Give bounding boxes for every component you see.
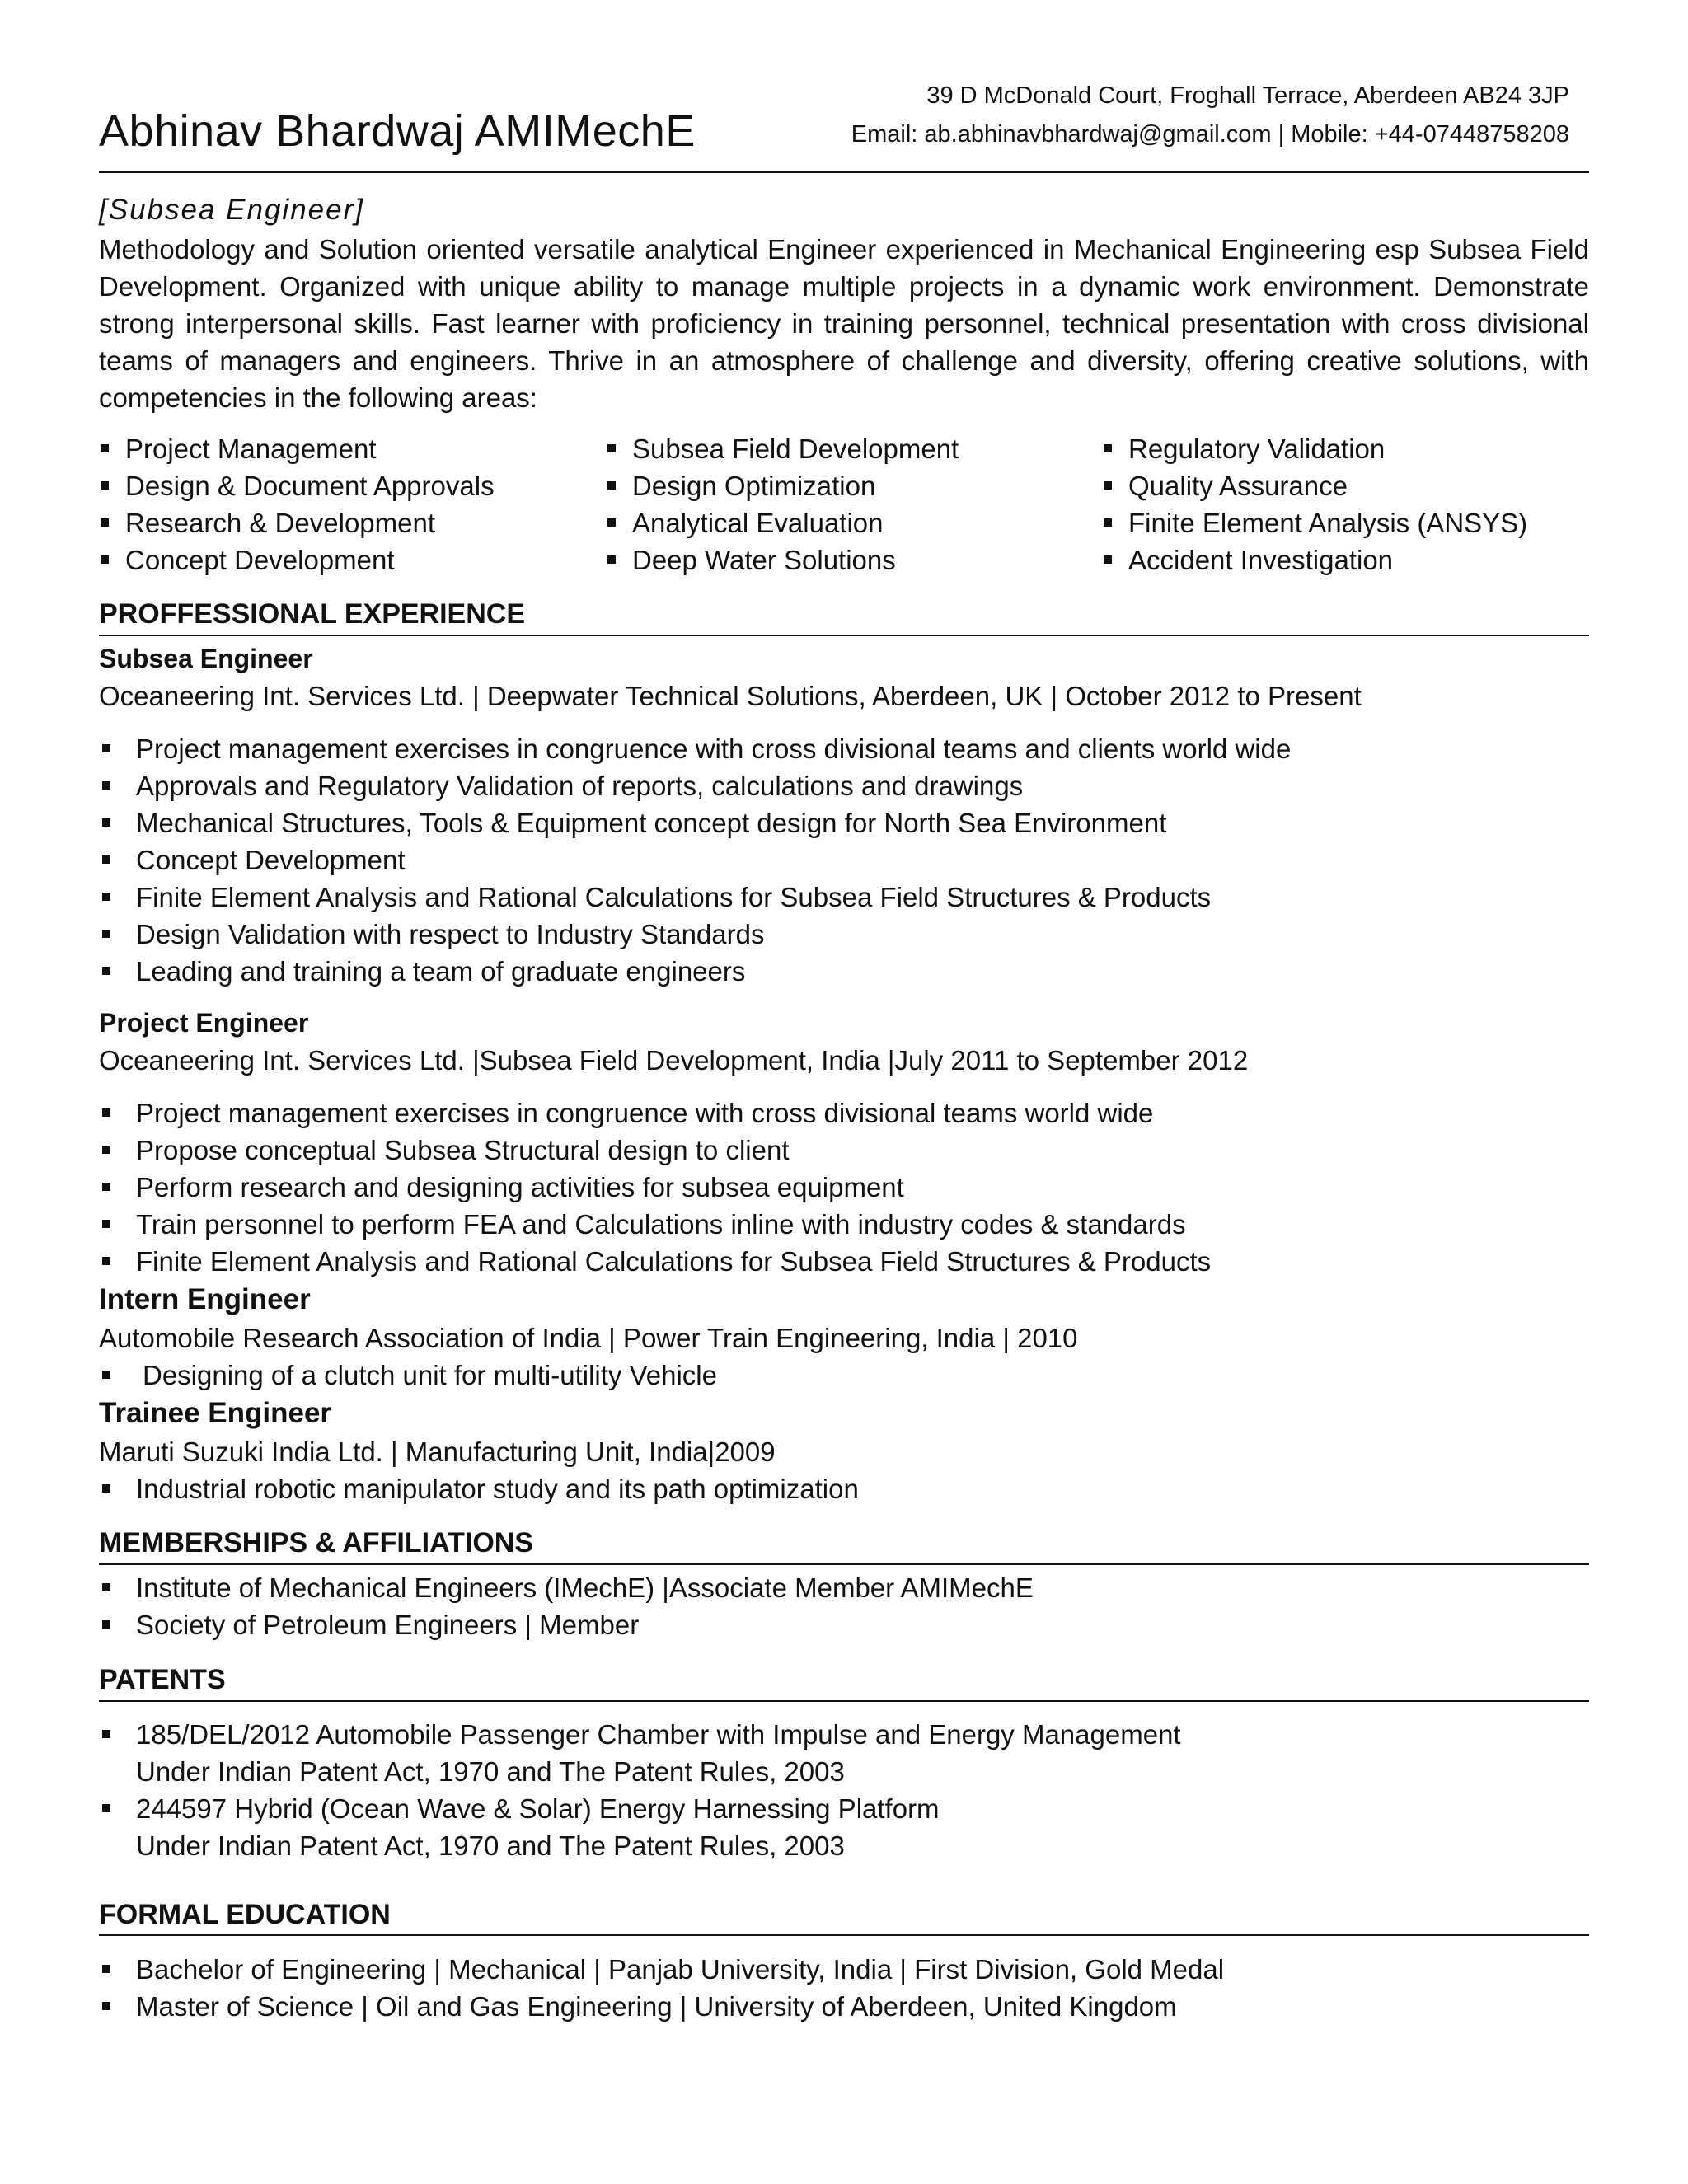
bullet-square-icon [102, 1257, 110, 1265]
competency-column-1 [99, 430, 495, 579]
patents-heading: PATENTS [99, 1664, 226, 1695]
job-bullets [99, 1357, 1589, 1394]
bullet-square-icon [102, 1220, 110, 1228]
competency-item: Project Management [99, 430, 495, 467]
patent-title: 244597 Hybrid (Ocean Wave & Solar) Energy Harnessing Platform [136, 1793, 940, 1824]
list-item: Perform research and designing activities for subsea equipment [99, 1169, 1589, 1206]
section-divider [99, 1700, 1589, 1702]
competency-item: Quality Assurance [1102, 467, 1527, 504]
job-title: Subsea Engineer [99, 644, 313, 673]
section-divider [99, 635, 1589, 636]
list-item: Propose conceptual Subsea Structural design to client [99, 1132, 1589, 1169]
job-bullets [99, 730, 1589, 990]
bullet-square-icon [102, 1804, 110, 1812]
bullet-square-icon [102, 1583, 110, 1591]
bullet-square-icon [101, 518, 109, 527]
job-info: Oceaneering Int. Services Ltd. | Deepwater Technical Solutions, Aberdeen, UK | October 2012 to Present [99, 681, 1362, 711]
job-info: Automobile Research Association of India | Power Train Engineering, India | 2010 [99, 1323, 1078, 1353]
patent-title: 185/DEL/2012 Automobile Passenger Chamber with Impulse and Energy Management [136, 1719, 1181, 1750]
bullet-square-icon [101, 444, 109, 452]
bullet-square-icon [607, 555, 616, 564]
experience-heading: PROFFESSIONAL EXPERIENCE [99, 598, 526, 630]
bullet-square-icon [607, 481, 616, 490]
competency-item: Concept Development [99, 541, 495, 579]
job-bullets [99, 1470, 1589, 1507]
section-divider [99, 1563, 1589, 1565]
job-title: Project Engineer [99, 1008, 309, 1038]
bullet-square-icon [102, 1484, 110, 1493]
list-item: Bachelor of Engineering | Mechanical | Panjab University, India | First Division, Gold Medal [99, 1951, 1589, 1988]
bullet-square-icon [102, 781, 110, 790]
bullet-square-icon [102, 930, 110, 938]
list-item: Project management exercises in congruence with cross divisional teams world wide [99, 1094, 1589, 1132]
job-title: Intern Engineer [99, 1283, 311, 1315]
bullet-square-icon [1104, 481, 1112, 490]
list-item: Designing of a clutch unit for multi-utility Vehicle [99, 1357, 1589, 1394]
patent-act: Under Indian Patent Act, 1970 and The Patent Rules, 2003 [136, 1756, 845, 1787]
list-item: Finite Element Analysis and Rational Calculations for Subsea Field Structures & Products [99, 879, 1589, 916]
list-item: Finite Element Analysis and Rational Calculations for Subsea Field Structures & Products [99, 1243, 1589, 1280]
competency-item: Regulatory Validation [1102, 430, 1527, 467]
bullet-square-icon [102, 2002, 110, 2010]
patents-list [99, 1716, 1589, 1864]
job-info: Oceaneering Int. Services Ltd. |Subsea Field Development, India |July 2011 to September 2012 [99, 1045, 1249, 1076]
competency-item: Subsea Field Development [606, 430, 959, 467]
list-item: Project management exercises in congruence with cross divisional teams and clients world wide [99, 730, 1589, 767]
patent-act: Under Indian Patent Act, 1970 and The Patent Rules, 2003 [136, 1830, 845, 1861]
competency-item: Design & Document Approvals [99, 467, 495, 504]
bullet-square-icon [102, 818, 110, 827]
list-item: Train personnel to perform FEA and Calculations inline with industry codes & standards [99, 1206, 1589, 1243]
header-divider [99, 171, 1589, 173]
bullet-square-icon [102, 1620, 110, 1629]
bullet-square-icon [1104, 555, 1112, 564]
bullet-square-icon [102, 967, 110, 975]
competency-item: Analytical Evaluation [606, 504, 959, 541]
job-bullets [99, 1094, 1589, 1280]
list-item: Industrial robotic manipulator study and its path optimization [99, 1470, 1589, 1507]
list-item: Concept Development [99, 841, 1589, 879]
list-item [99, 1716, 1589, 1790]
job-title: Trainee Engineer [99, 1397, 332, 1429]
competency-item: Research & Development [99, 504, 495, 541]
education-list [99, 1951, 1589, 2025]
role-title: [Subsea Engineer] [99, 194, 364, 226]
list-item: Design Validation with respect to Industry Standards [99, 916, 1589, 953]
bullet-square-icon [1104, 518, 1112, 527]
competency-column-3 [1102, 430, 1527, 579]
job-info: Maruti Suzuki India Ltd. | Manufacturing Unit, India|2009 [99, 1436, 776, 1467]
bullet-square-icon [102, 893, 110, 901]
memberships-heading: MEMBERSHIPS & AFFILIATIONS [99, 1527, 533, 1558]
list-item [99, 1790, 1589, 1864]
list-item: Leading and training a team of graduate engineers [99, 953, 1589, 990]
bullet-square-icon [102, 1183, 110, 1191]
bullet-square-icon [1104, 444, 1112, 452]
bullet-square-icon [101, 555, 109, 564]
list-item: Master of Science | Oil and Gas Engineering | University of Aberdeen, United Kingdom [99, 1988, 1589, 2025]
contact-line: Email: ab.abhinavbhardwaj@gmail.com | Mobile: +44-07448758208 [851, 121, 1569, 148]
bullet-square-icon [101, 481, 109, 490]
bullet-square-icon [102, 1730, 110, 1738]
competency-item: Finite Element Analysis (ANSYS) [1102, 504, 1527, 541]
address: 39 D McDonald Court, Froghall Terrace, Aberdeen AB24 3JP [926, 82, 1569, 109]
bullet-square-icon [102, 1108, 110, 1117]
competency-item: Deep Water Solutions [606, 541, 959, 579]
list-item: Society of Petroleum Engineers | Member [99, 1606, 1589, 1643]
list-item: Approvals and Regulatory Validation of reports, calculations and drawings [99, 767, 1589, 804]
education-heading: FORMAL EDUCATION [99, 1899, 391, 1930]
bullet-square-icon [607, 444, 616, 452]
section-divider [99, 1934, 1589, 1936]
competency-item: Accident Investigation [1102, 541, 1527, 579]
bullet-square-icon [102, 855, 110, 864]
profile-summary: Methodology and Solution oriented versatile analytical Engineer experienced in Mechanical Engineering esp Subsea Field Development. Organized with unique ability to manage multiple projects in a dynamic work environment. Demonstrate strong interpersonal skills. Fast learner with proficiency in training personnel, technical presentation with cross divisional teams of managers and engineers. Thrive in an atmosphere of challenge and diversity, offering creative solutions, with competencies in the following areas: [99, 234, 1589, 413]
bullet-square-icon [102, 1146, 110, 1154]
bullet-square-icon [102, 1965, 110, 1973]
candidate-name: Abhinav Bhardwaj AMIMechE [99, 106, 696, 156]
list-item: Institute of Mechanical Engineers (IMechE) |Associate Member AMIMechE [99, 1569, 1589, 1606]
list-item: Mechanical Structures, Tools & Equipment concept design for North Sea Environment [99, 804, 1589, 841]
bullet-square-icon [102, 1371, 110, 1379]
bullet-square-icon [102, 744, 110, 752]
bullet-square-icon [607, 518, 616, 527]
memberships-list [99, 1569, 1589, 1643]
competency-column-2 [606, 430, 959, 579]
competency-item: Design Optimization [606, 467, 959, 504]
